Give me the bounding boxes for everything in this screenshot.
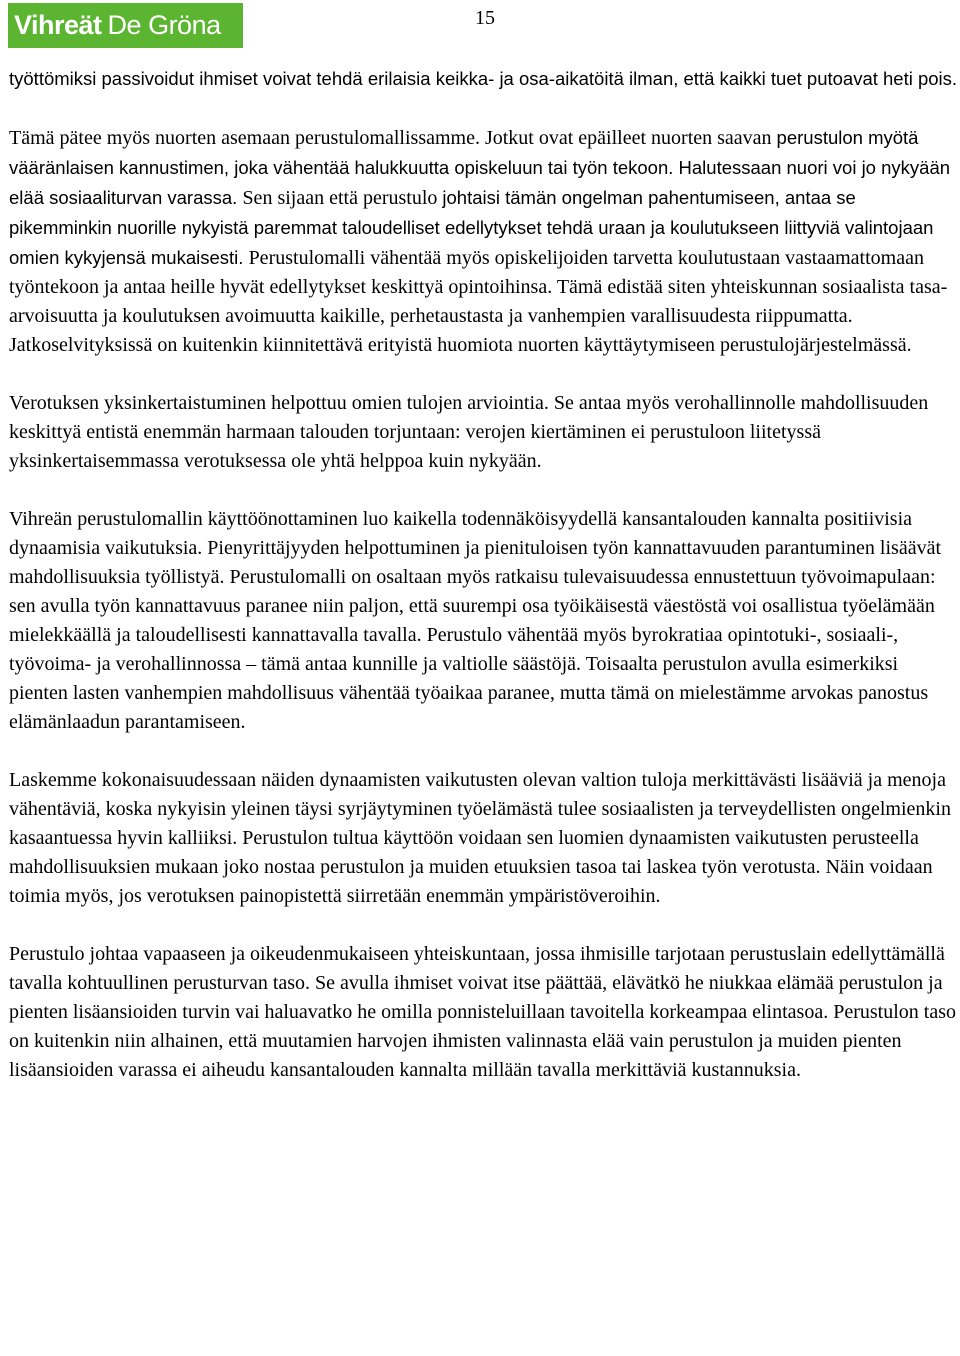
paragraph-text-segment: Tämä pätee myös nuorten asemaan perustulomallissamme. Jotkut ovat epäilleet nuorten saavan	[9, 127, 777, 149]
paragraph-text-segment: työttömiksi passivoidut ihmiset voivat tehdä erilaisia keikka- ja osa-aikatöitä ilman, että kaikki tuet putoavat heti pois.	[9, 68, 958, 89]
paragraph-text-segment: Sen sijaan että perustulo	[242, 187, 443, 209]
body-paragraph	[9, 389, 960, 476]
logo-text-bold: Vihreät	[14, 10, 102, 40]
body-paragraph	[9, 123, 960, 360]
body-paragraph	[9, 766, 960, 911]
paragraph-text-segment: johtaisi tämän ongelman pahentumiseen, antaa se pikemminkin nuorille nykyistä paremmat taloudelliset edellytykset tehdä uraan ja koulutukseen liittyviä valintojaan omien kykyjensä mukaisesti.	[9, 187, 934, 268]
paragraph-text-segment: Verotuksen yksinkertaistuminen helpottuu omien tulojen arviointia. Se antaa myös verohallinnolle mahdollisuuden keskittyä entistä enemmän harmaan talouden torjuntaan: verojen kiertäminen ei perustuloon liitetyssä yksinkertaisemmassa verotuksessa ole yhtä helppoa kuin nykyään.	[9, 392, 929, 472]
paragraph-text-segment: Vihreän perustulomallin käyttöönottaminen luo kaikella todennäköisyydellä kansantalouden kannalta positiivisia dynaamisia vaikutuksia. Pienyrittäjyyden helpottuminen ja pienituloisen työn kannattavuuden parantuminen lisäävät mahdollisuuksia työllistyä. Perustulomalli on osaltaan myös ratkaisu tulevaisuudessa ennustettuun työvoimapulaan: sen avulla työn kannattavuus paranee niin paljon, että suurempi osa työikäisestä väestöstä voi osallistua työelämään mielekkäällä ja taloudellisesti kannattavalla tavalla. Perustulo vähentää myös byrokratiaa opintotuki-, sosiaali-, työvoima- ja verohallinnossa – tämä antaa kunnille ja valtiolle säästöjä. Toisaalta perustulon avulla esimerkiksi pienten lasten vanhempien mahdollisuus vähentää työaikaa paranee, mutta tämä on mielestämme arvokas panostus elämänlaadun parantamiseen.	[9, 508, 942, 733]
body-paragraph	[9, 64, 960, 94]
paragraph-text-segment: Perustulomalli vähentää myös opiskelijoiden tarvetta koulutustaan vastaamattomaan työntekoon ja antaa heille hyvät edellytykset keskittyä opintoihinsa. Tämä edistää siten yhteiskunnan sosiaalista tasa-arvoisuutta ja koulutuksen avoimuutta kaikille, perhetaustasta ja vanhempien varallisuudesta riippumatta. Jatkoselvityksissä on kuitenkin kiinnitettävä erityistä huomiota nuorten käyttäytymiseen perustulojärjestelmässä.	[9, 247, 948, 356]
body-paragraph	[9, 505, 960, 737]
page-number: 15	[475, 7, 495, 29]
logo-text-light: De Gröna	[107, 10, 221, 40]
paragraph-text-segment: Perustulo johtaa vapaaseen ja oikeudenmukaiseen yhteiskuntaan, jossa ihmisille tarjotaan perustuslain edellyttämällä tavalla kohtuullinen perusturvan taso. Se avulla ihmiset voivat itse päättää, elävätkö he niukkaa elämää perustulon ja pienten lisäansioiden turvin vai haluavatko he omilla ponnisteluillaan tavoitella korkeampaa elintasoa. Perustulon taso on kuitenkin niin alhainen, että muutamien harvojen ihmisten valinnasta elää vain perustulon ja muiden pienten lisäansioiden varassa ei aiheudu kansantalouden kannalta millään tavalla merkittäviä kustannuksia.	[9, 943, 956, 1081]
paragraph-text-segment: Laskemme kokonaisuudessaan näiden dynaamisten vaikutusten olevan valtion tuloja merkittävästi lisääviä ja menoja vähentäviä, koska nykyisin yleinen täysi syrjäytyminen työelämästä tulee sosiaalisten ja terveydellisten ongelmienkin kasaantuessa hyvin kalliiksi. Perustulon tultua käyttöön voidaan sen luomien dynaamisten vaikutusten perusteella mahdollisuuksien mukaan joko nostaa perustulon ja muiden etuuksien tasoa tai laskea työn verotusta. Näin voidaan toimia myös, jos verotuksen painopistettä siirretään enemmän ympäristöveroihin.	[9, 769, 951, 907]
document-body	[9, 64, 960, 1085]
logo-vihreat-de-grona	[8, 3, 243, 48]
paragraph-text-segment: perustulon myötä vääränlaisen kannustimen, joka vähentää halukkuutta opiskeluun tai työn tekoon. Halutessaan nuori voi jo nykyään elää sosiaaliturvan varassa.	[9, 127, 951, 208]
body-paragraph	[9, 940, 960, 1085]
